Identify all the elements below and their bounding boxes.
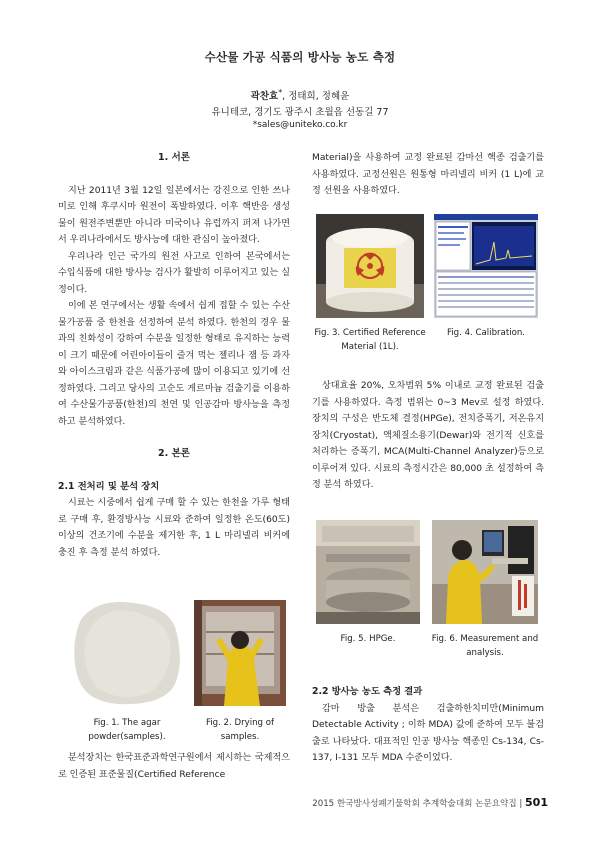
fig5-caption: Fig. 5. HPGe. [340, 634, 396, 644]
method-paragraph: 시료는 시중에서 쉽게 구매 할 수 있는 한천을 가루 형태로 구매 후, 환경방사능 시료와 준하여 일정한 온도(60도) 이상의 건조기에 수분을 제거한 후, 1 L 마리넬리 비커에 충진 후 측정 분석 하였다. [58, 498, 290, 558]
right-column-middle [312, 378, 544, 494]
subsection-2-1-heading: 2.1 전처리 및 분석 장치 [58, 480, 160, 492]
subsection-2-2-heading: 2.2 방사능 농도 측정 결과 [312, 686, 423, 697]
page-number: 501 [525, 796, 548, 809]
fig2-caption: Fig. 2. Drying of samples. [205, 718, 275, 742]
intro-paragraph-3: 이에 본 연구에서는 생활 속에서 쉽게 접할 수 있는 수산물가공품 중 한천을 선정하여 분석 하였다. 한천의 경우 물과의 친화성이 강하여 수분을 일정한 형태로 유지하는 능력이 크기 때문에 어린아이들이 즐겨 먹는 젤리나 잼 등 과자와 아이스크림과 같은 식품가공에 많이 이용되고 있기에 선정하였다. 그리고 당사의 고순도 게르마늄 검출기를 이용하여 수산물가공품(한천)의 천연 및 인공감마 방사능을 측정하고 분석하였다. [58, 301, 290, 427]
lead-author: 곽찬효 [250, 91, 279, 103]
section-body-heading: 2. 본론 [158, 448, 190, 459]
co-authors: , 정태희, 정혜윤 [282, 91, 350, 103]
right-column-bottom [312, 684, 544, 767]
calibration-screen-photo [434, 214, 538, 318]
intro-paragraph-1: 지난 2011년 3월 12일 일본에서는 강진으로 인한 쓰나미로 인해 후쿠시마 원전이 폭발하였다. 이후 핵반응 생성물이 원전주변뿐만 아니라 미국이나 유럽까지 퍼져 나가면서 우리나라에서도 방사능에 대한 관심이 높아졌다. [58, 185, 290, 245]
reference-material-photo [316, 214, 424, 318]
authors-line [0, 88, 600, 102]
section-intro-heading: 1. 서론 [158, 152, 190, 163]
page-footer [300, 796, 548, 809]
affiliation: 유니테코, 경기도 광주시 초월읍 선동길 77 [211, 107, 389, 118]
email-address: *sales@uniteko.co.kr [252, 120, 348, 130]
left-column-bottom [58, 750, 290, 783]
footer-text: 2015 한국방사성폐기물학회 추계학술대회 논문요약집 | [312, 799, 523, 809]
equipment-paragraph: 분석장치는 한국표준과학연구원에서 제시하는 국제적으로 인증된 표준물질(Certified Reference [58, 753, 290, 780]
results-paragraph: 감마 방출 분석은 검출하한치미만(Minimum Detectable Activity ; 이하 MDA) 값에 준하여 모두 불검출로 나타났다. 대표적인 인공 방사능 핵종인 Cs-134, Cs-137, I-131 모두 MDA 수준이었다. [312, 703, 544, 763]
fig6-caption: Fig. 6. Measurement and analysis. [431, 634, 539, 658]
calibration-paragraph: Material)을 사용하여 교정 완료된 감마선 핵종 검출기를 사용하였다. 교정선원은 원통형 마리넬리 비커 (1 L)에 교정 선원을 사용하였다. [312, 153, 544, 196]
agar-powder-photo [70, 600, 184, 706]
left-column-top [58, 150, 290, 561]
paper-title: 수산물 가공 식품의 방사능 농도 측정 [204, 50, 396, 64]
fig1-caption: Fig. 1. The agar powder(samples). [88, 718, 166, 742]
fig3-caption: Fig. 3. Certified Reference Material (1L). [314, 328, 426, 352]
intro-paragraph-2: 우리나라 인근 국가의 원전 사고로 인하여 본국에서는 수입식품에 대한 방사능 검사가 활발히 이루어지고 있는 실정이다. [58, 251, 290, 295]
hpge-detector-photo [316, 520, 420, 624]
corresponding-mark: * [278, 88, 283, 97]
fig4-caption: Fig. 4. Calibration. [446, 328, 526, 338]
detector-paragraph: 상대효율 20%, 오차범위 5% 이내로 교정 완료된 검출기를 사용하였다. 측정 범위는 0~3 Mev로 설정 하였다. 장치의 구성은 반도체 결정(HPGe), 전치증폭기, 저온유지장치(Cryostat), 액체질소용기(Dewar)와 전기적 신호를 처리하는 증폭기, MCA(Multi-Channel Analyzer)등으로 이루어져 있다. 시료의 측정시간은 80,000 초 설정하여 측정 분석 하였다. [312, 381, 544, 490]
drying-oven-photo [194, 600, 286, 706]
measurement-analysis-photo [432, 520, 538, 624]
right-column-top [312, 150, 544, 200]
